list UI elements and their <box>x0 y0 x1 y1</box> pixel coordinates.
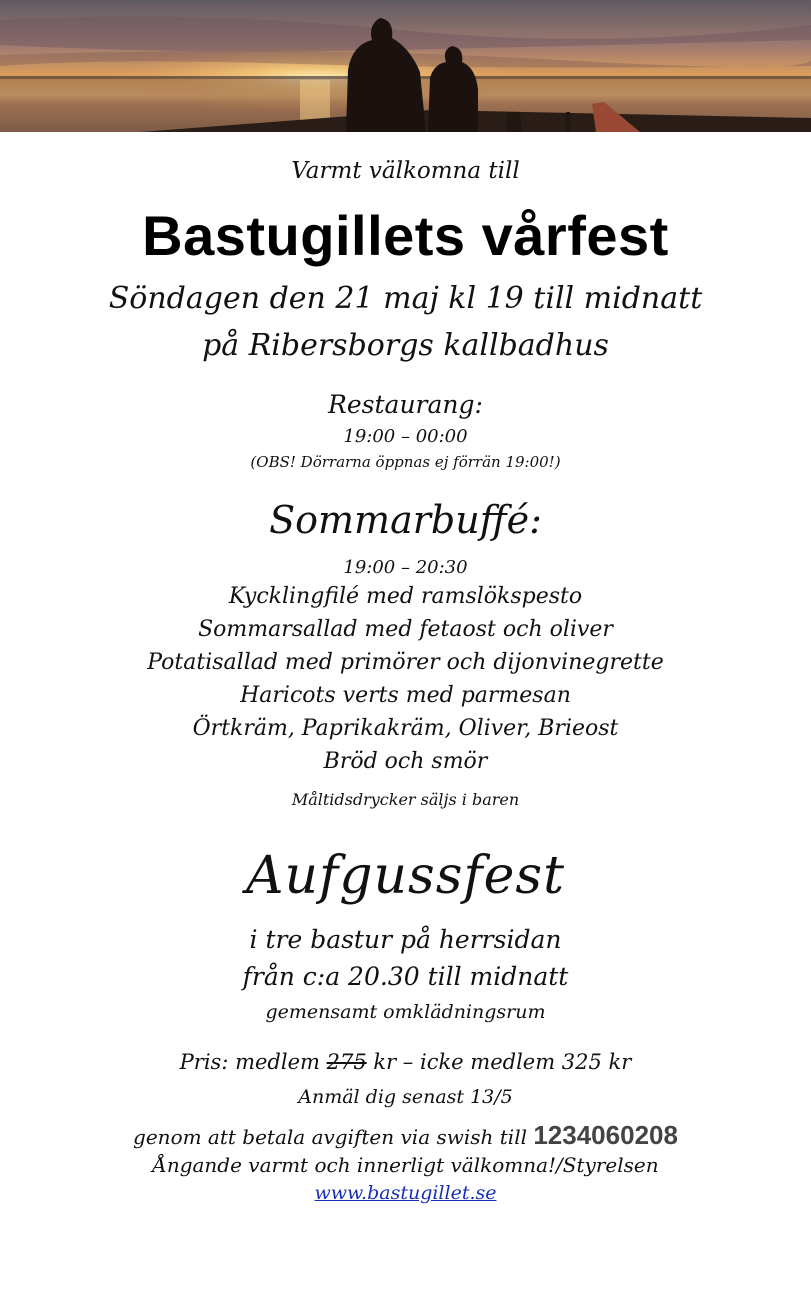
restaurant-time: 19:00 – 00:00 <box>343 426 468 447</box>
restaurant-note: (OBS! Dörrarna öppnas ej förrän 19:00!) <box>250 453 561 471</box>
event-date: Söndagen den 21 maj kl 19 till midnatt <box>108 281 703 316</box>
sunset-pier-image <box>0 0 811 132</box>
header-photo-sunset <box>0 0 811 132</box>
aufguss-line-2: från c:a 20.30 till midnatt <box>242 962 569 991</box>
buffet-heading: Sommarbuffé: <box>269 498 542 542</box>
price-prefix: Pris: medlem <box>179 1050 327 1074</box>
price-line <box>0 1050 811 1074</box>
greeting: Ångande varmt och innerligt välkomna!/Styrelsen <box>152 1153 659 1177</box>
menu-item: Örtkräm, Paprikakräm, Oliver, Brieost <box>192 716 619 741</box>
welcome-text: Varmt välkomna till <box>291 158 520 184</box>
swish-text: genom att betala avgiften via swish till <box>133 1125 534 1149</box>
registration-deadline: Anmäl dig senast 13/5 <box>298 1086 513 1108</box>
menu-item: Haricots verts med parmesan <box>240 683 571 708</box>
aufguss-line-3: gemensamt omklädningsrum <box>265 1001 546 1023</box>
aufguss-heading: Aufgussfest <box>245 846 566 906</box>
swish-line <box>0 1120 811 1151</box>
website-link[interactable]: www.bastugillet.se <box>314 1182 497 1204</box>
menu-item: Potatisallad med primörer och dijonvinegrette <box>147 650 664 675</box>
buffet-time: 19:00 – 20:30 <box>343 557 468 578</box>
drinks-note: Måltidsdrycker säljs i baren <box>291 790 520 809</box>
menu-item: Kycklingfilé med ramslökspesto <box>228 584 583 609</box>
menu-item: Bröd och smör <box>323 749 488 774</box>
website-line <box>0 1182 811 1204</box>
member-price: 275 <box>326 1050 367 1074</box>
menu-item: Sommarsallad med fetaost och oliver <box>198 617 613 642</box>
price-rest: kr – icke medlem 325 kr <box>366 1050 632 1074</box>
aufguss-line-1: i tre bastur på herrsidan <box>249 925 562 954</box>
swish-number: 1234060208 <box>533 1120 678 1150</box>
restaurant-heading: Restaurang: <box>328 390 483 419</box>
page-title: Bastugillets vårfest <box>142 204 669 267</box>
event-venue: på Ribersborgs kallbadhus <box>202 328 609 363</box>
